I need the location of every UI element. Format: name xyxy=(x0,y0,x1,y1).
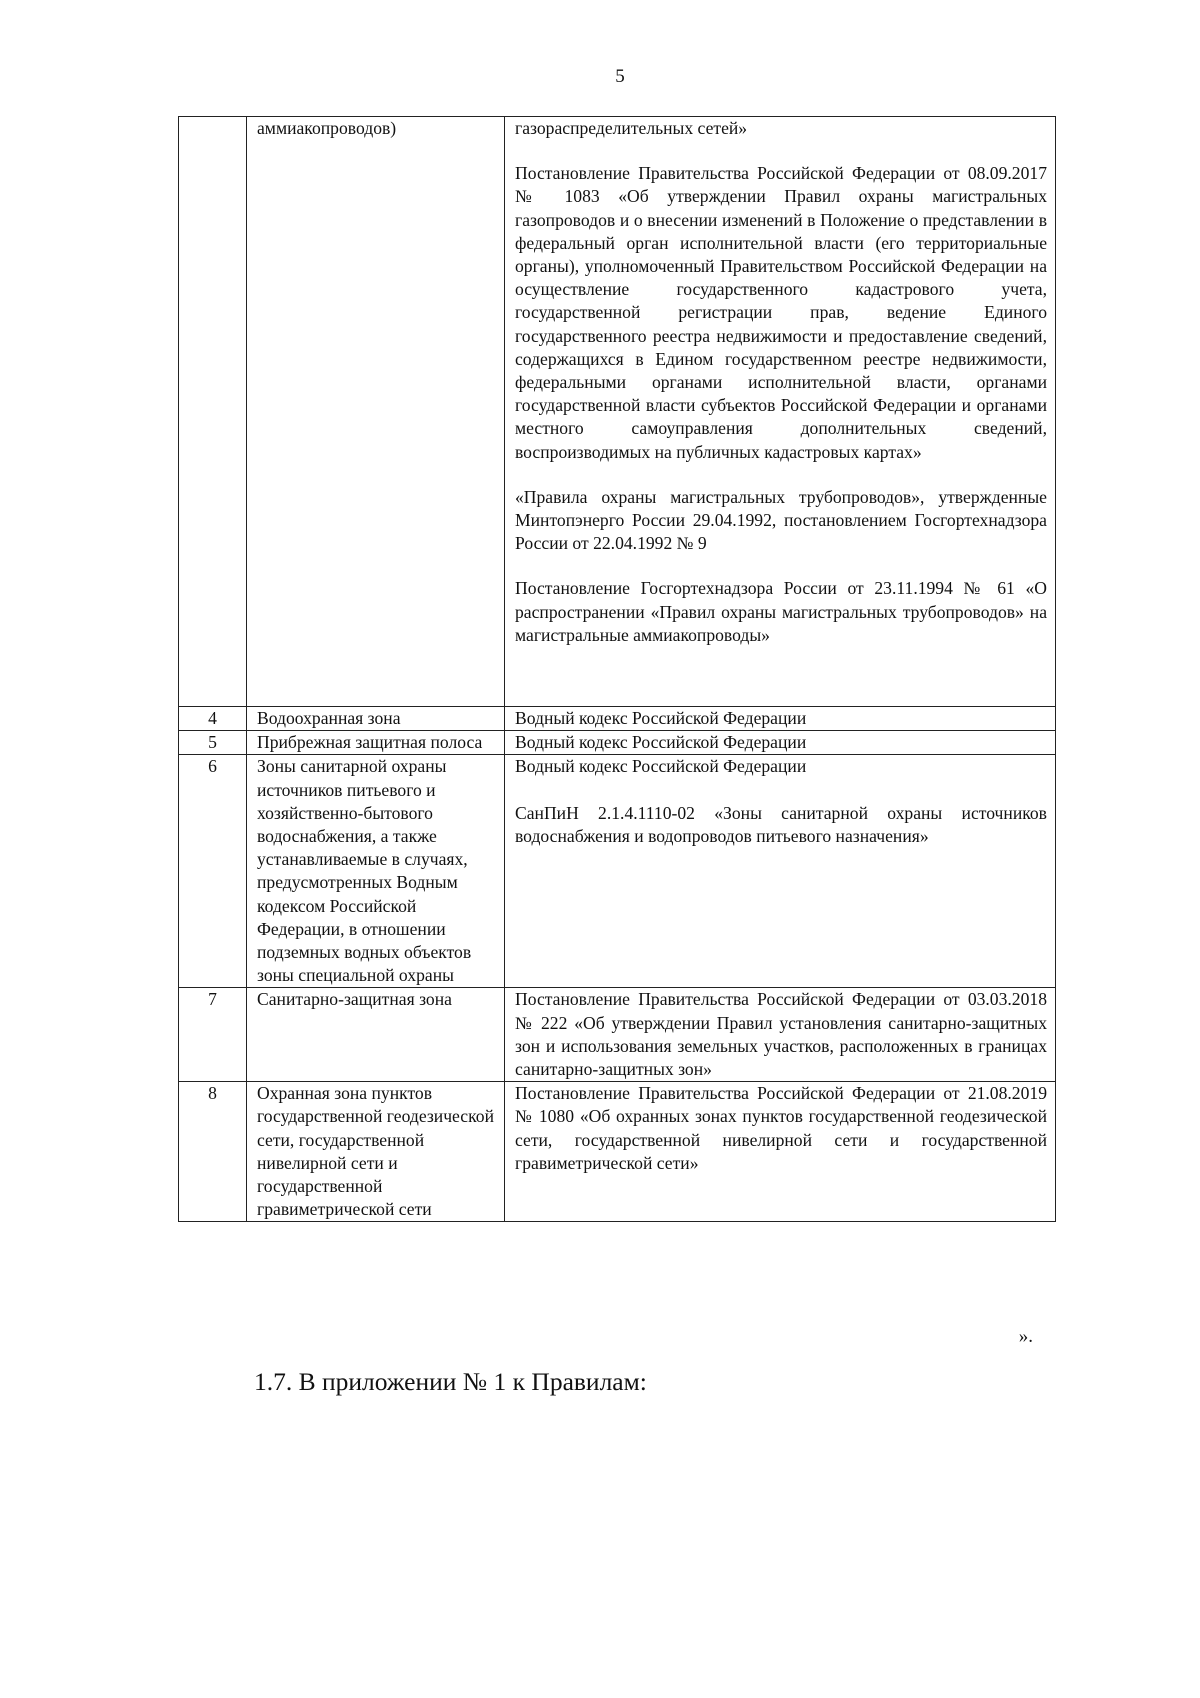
page-number: 5 xyxy=(615,66,625,87)
row-number: 6 xyxy=(179,755,247,988)
zone-name: Прибрежная защитная полоса xyxy=(247,731,505,755)
section-heading: 1.7. В приложении № 1 к Правилам: xyxy=(254,1367,647,1396)
table-row xyxy=(179,988,1056,1082)
table-row xyxy=(179,755,1056,988)
legal-basis-cell xyxy=(505,117,1056,707)
legal-basis-text: «Правила охраны магистральных трубопроводов», утвержденные Минтопэнерго России 29.04.1992, постановлением Госгортехнадзора России от 22.04.1992 № 9 xyxy=(515,486,1047,554)
legal-basis-text: Постановление Госгортехнадзора России от 23.11.1994 № 61 «О распространении «Правил охраны магистральных трубопроводов» на магистральные аммиакопроводы» xyxy=(515,578,1047,645)
zone-name-text: аммиакопроводов) xyxy=(257,118,397,138)
legal-basis-text: газораспределительных сетей» xyxy=(515,118,748,138)
zone-name: Охранная зона пунктов государственной геодезической сети, государственной нивелирной сети и государственной гравиметрической сети xyxy=(247,1082,505,1222)
zone-name: Зоны санитарной охраны источников питьевого и хозяйственно-бытового водоснабжения, а также устанавливаемые в случаях, предусмотренных Водным кодексом Российской Федерации, в отношении подземных водных объектов зоны специальной охраны xyxy=(247,755,505,988)
table-row xyxy=(179,117,1056,707)
zone-name-cell xyxy=(247,117,505,707)
zone-name: Санитарно-защитная зона xyxy=(247,988,505,1082)
row-number: 5 xyxy=(179,731,247,755)
legal-basis: Постановление Правительства Российской Федерации от 03.03.2018 № 222 «Об утверждении Правил установления санитарно-защитных зон и использования земельных участков, расположенных в границах санитарно-защитных зон» xyxy=(505,988,1056,1082)
zones-table xyxy=(178,116,1056,1222)
legal-basis: Водный кодекс Российской Федерации xyxy=(505,707,1056,731)
row-number-cell xyxy=(179,117,247,707)
legal-basis: Водный кодекс Российской Федерации xyxy=(505,731,1056,755)
row-number: 8 xyxy=(179,1082,247,1222)
legal-basis-text: СанПиН 2.1.4.1110-02 «Зоны санитарной охраны источников водоснабжения и водопроводов питьевого назначения» xyxy=(515,802,1047,846)
table-row xyxy=(179,1082,1056,1222)
table-row xyxy=(179,707,1056,731)
legal-basis-text: Водный кодекс Российской Федерации xyxy=(515,756,807,777)
legal-basis: Постановление Правительства Российской Федерации от 21.08.2019 № 1080 «Об охранных зонах пунктов государственной геодезической сети, государственной нивелирной сети и государственной гравиметрической сети» xyxy=(505,1082,1056,1222)
legal-basis-cell xyxy=(505,755,1056,988)
table-row xyxy=(179,731,1056,755)
row-number: 4 xyxy=(179,707,247,731)
legal-basis-text: Постановление Правительства Российской Федерации от 08.09.2017 № 1083 «Об утверждении Правил охраны магистральных газопроводов и о внесении изменений в Положение о представлении в федеральный орган исполнительной власти (его территориальные органы), уполномоченный Правительством Российской Федерации на осуществление государственного кадастрового учета, государственной регистрации прав, ведение Единого государственного реестра недвижимости и предоставление сведений, содержащихся в Едином государственном реестре недвижимости, федеральными органами исполнительной власти, органами государственной власти субъектов Российской Федерации и органами местного самоуправления дополнительных сведений, воспроизводимых на публичных кадастровых картах» xyxy=(515,163,1047,462)
closing-quote-mark: ». xyxy=(1018,1326,1033,1347)
row-number: 7 xyxy=(179,988,247,1082)
zone-name: Водоохранная зона xyxy=(247,707,505,731)
